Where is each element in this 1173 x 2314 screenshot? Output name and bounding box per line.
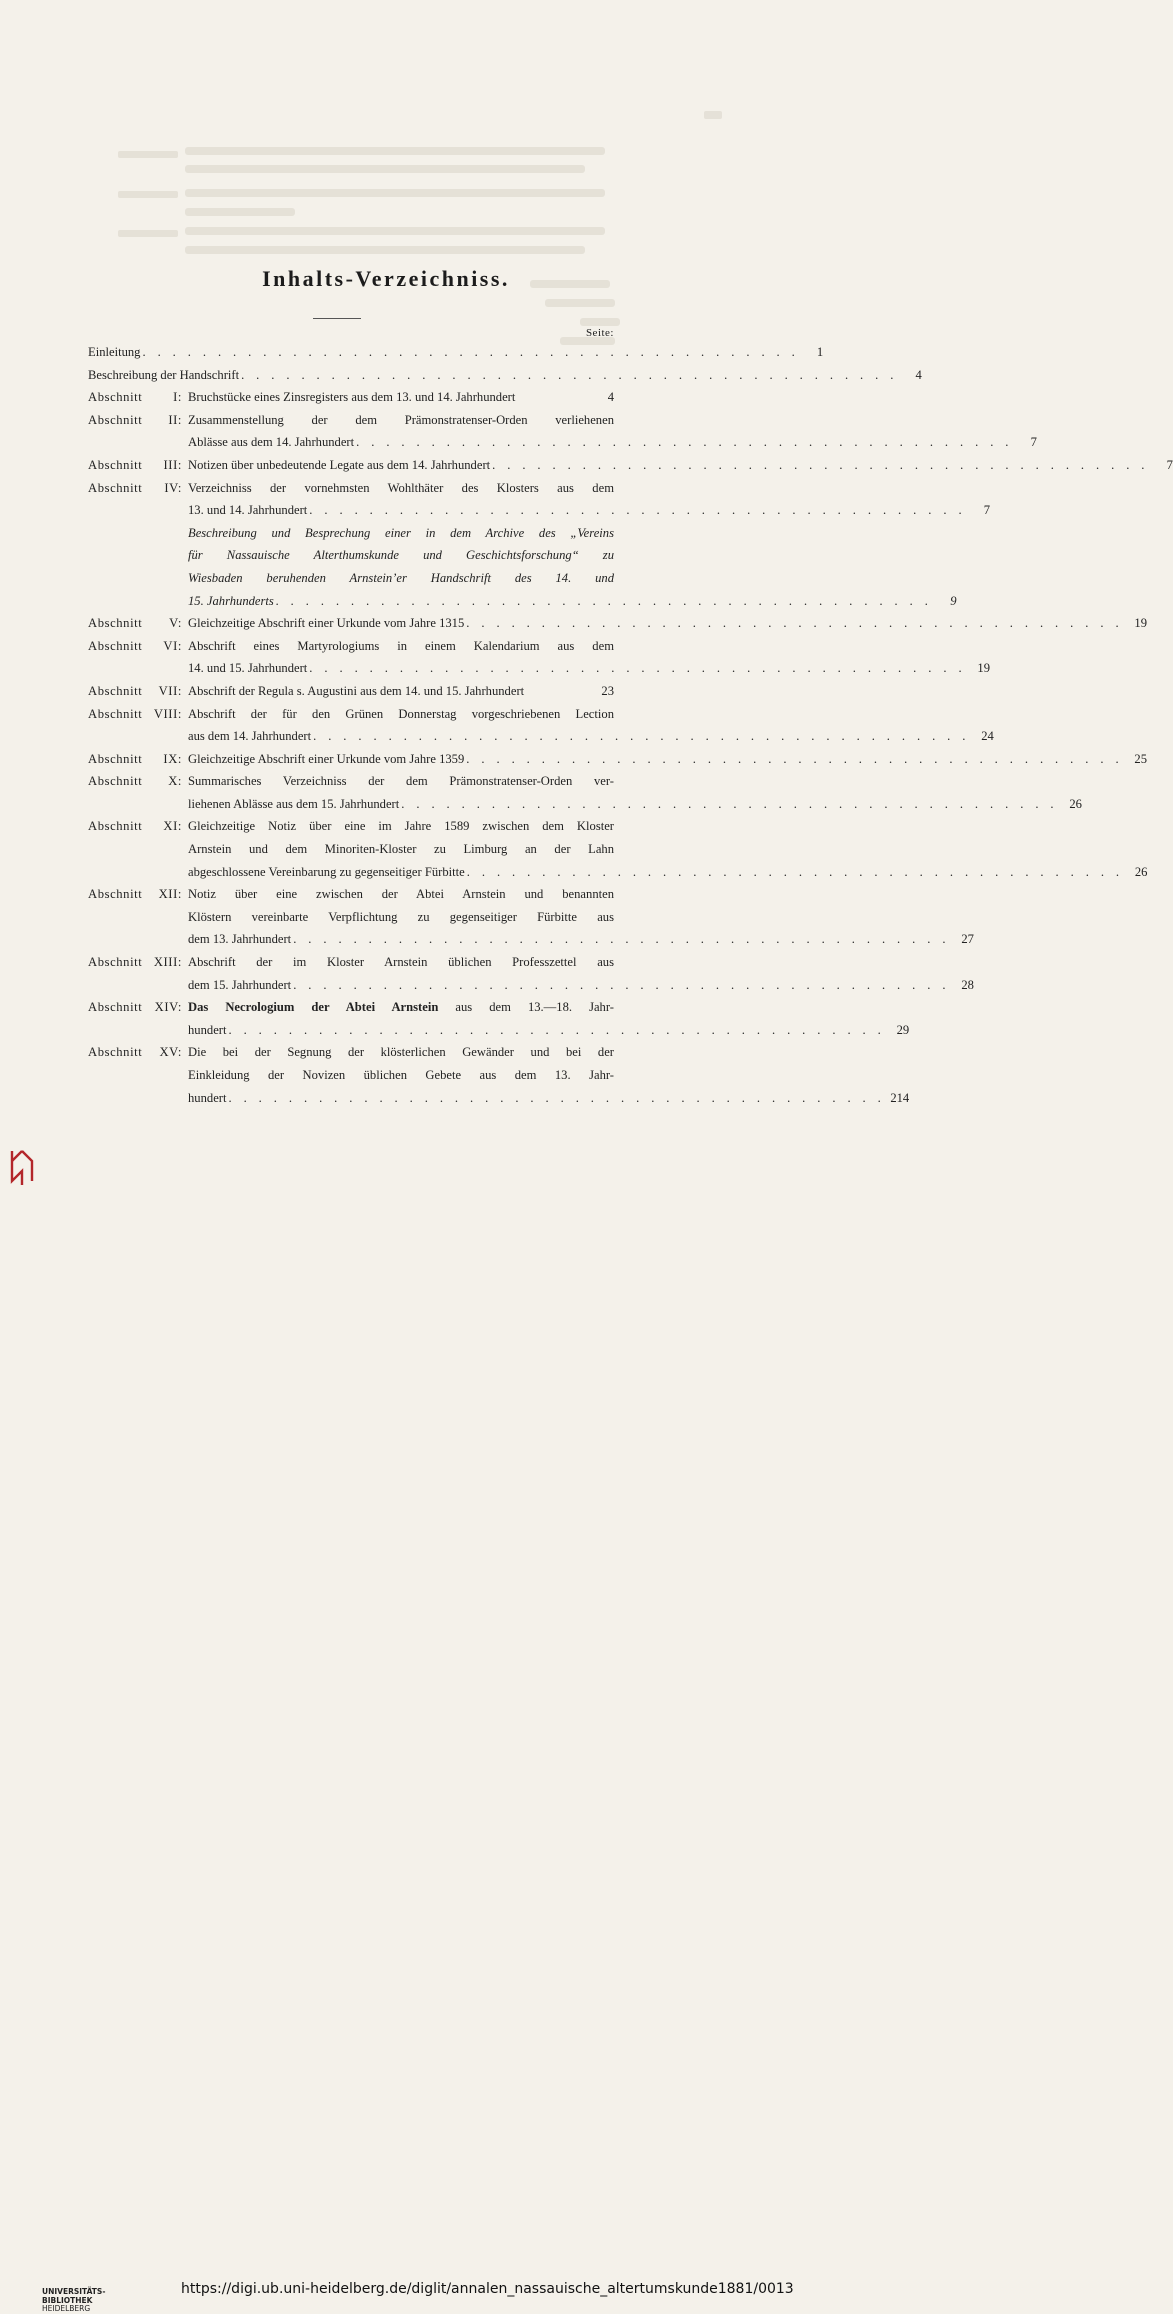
toc-line: [188, 612, 1147, 635]
toc-entry: [88, 770, 1082, 815]
toc-entry-body: [188, 522, 957, 612]
toc-page-number: 26: [1134, 864, 1148, 879]
page-title: Inhalts-Verzeichniss.: [262, 266, 510, 291]
toc-entry-body: [188, 996, 910, 1041]
toc-section-label: [88, 522, 188, 612]
toc-entry: [88, 680, 614, 703]
section-word: Abschnitt: [88, 819, 143, 834]
section-number: VII:: [158, 683, 182, 698]
toc-line: [188, 409, 614, 432]
toc-entry: [88, 815, 1148, 883]
toc-entry-body: [188, 409, 1037, 454]
toc-entry: [88, 748, 1147, 771]
toc-entry-text: 13. und 14. Jahrhundert: [188, 503, 308, 518]
toc-entry-body: [188, 386, 614, 409]
toc-page-number: 214: [890, 1090, 910, 1105]
page-column-heading: Seite:: [585, 327, 614, 339]
toc-entry-body: [188, 951, 974, 996]
toc-entry-text: 15. Jahrhunderts: [188, 593, 274, 608]
toc-line: [188, 657, 990, 680]
toc-section-label: [88, 703, 188, 748]
toc-section-label: [88, 951, 188, 996]
toc-entry-text: Notiz über eine zwischen der Abtei Arnstein und benannten: [188, 887, 614, 902]
toc-line: [188, 522, 614, 545]
toc-entry: [88, 1041, 910, 1109]
leader-dots: . . . . . . . . . . . . . . . . . . . . . . . . . . . . . . . . . . . . . . . . . . . .: [228, 1022, 886, 1037]
toc-entry-text: hundert: [188, 1022, 227, 1037]
toc-entry-text: Abschrift eines Martyrologiums in einem Kalendarium aus dem: [188, 638, 614, 653]
toc-entry: [88, 883, 974, 951]
toc-entry-text: Arnstein und dem Minoriten-Kloster zu Limburg an der Lahn: [188, 842, 614, 857]
toc-page-number: 9: [950, 593, 957, 608]
section-number: IV:: [164, 480, 182, 495]
toc-entry: [88, 522, 957, 612]
toc-line: [188, 680, 614, 703]
section-number: II:: [168, 412, 182, 427]
toc-line: [188, 883, 614, 906]
toc-entry: [88, 364, 922, 387]
table-of-contents: [88, 341, 1173, 1109]
toc-page-number: 7: [983, 503, 990, 518]
toc-section-label: [88, 996, 188, 1041]
leader-dots: . . . . . . . . . . . . . . . . . . . . . . . . . . . . . . . . . . . . . . . . . . . .: [241, 367, 898, 382]
section-word: Abschnitt: [88, 390, 143, 405]
toc-line: [188, 590, 957, 613]
toc-entry-text: dem 15. Jahrhundert: [188, 977, 292, 992]
library-name: [42, 2288, 105, 2314]
toc-line: [188, 431, 1037, 454]
toc-line: [188, 635, 614, 658]
leader-dots: . . . . . . . . . . . . . . . . . . . . . . . . . . . . . . . . . . . . . . . . . . . .: [228, 1090, 886, 1105]
toc-line: [88, 364, 922, 387]
library-line-1: UNIVERSITÄTS-: [42, 2287, 106, 2296]
toc-line: [88, 341, 824, 364]
toc-entry-body: [188, 635, 990, 680]
toc-entry-body: [188, 454, 1173, 477]
section-word: Abschnitt: [88, 1045, 143, 1060]
toc-line: [188, 748, 1147, 771]
toc-line: [188, 1019, 910, 1042]
toc-page-number: 28: [961, 977, 974, 992]
toc-page-number: 1: [816, 345, 824, 359]
leader-dots: . . . . . . . . . . . . . . . . . . . . . . . . . . . . . . . . . . . . . . . . . . . .: [466, 616, 1123, 631]
toc-entry-text: Abschrift der für den Grünen Donnerstag vorgeschriebenen Lection: [188, 706, 614, 721]
section-word: Abschnitt: [88, 706, 143, 721]
toc-entry-text: Abschrift der Regula s. Augustini aus dem 14. und 15. Jahrhundert: [188, 683, 525, 698]
leader-dots: . . . . . . . . . . . . . . . . . . . . . . . . . . . . . . . . . . . . . . . . . . . .: [293, 977, 950, 992]
toc-section-label: [88, 635, 188, 680]
toc-section-label: [88, 770, 188, 815]
title-rule: [313, 318, 361, 319]
toc-entry-body: [188, 680, 614, 703]
toc-line: [188, 477, 614, 500]
leader-dots: . . . . . . . . . . . . . . . . . . . . . . . . . . . . . . . . . . . . . . . . . . . .: [466, 864, 1124, 879]
toc-entry: [88, 341, 824, 364]
toc-page-number: 7: [1030, 435, 1037, 450]
section-number: XIV:: [154, 1000, 182, 1015]
toc-line: [188, 838, 614, 861]
toc-entry-text: Einkleidung der Novizen üblichen Gebete aus dem 13. Jahr-: [188, 1068, 614, 1082]
toc-entry-bold-title: Das Necrologium der Abtei Arnstein: [188, 1000, 439, 1015]
library-line-3: HEIDELBERG: [42, 2304, 91, 2313]
toc-page-number: 4: [607, 390, 614, 405]
section-number: XIII:: [153, 955, 182, 970]
toc-entry: [88, 386, 614, 409]
toc-entry-title: Einleitung: [88, 345, 141, 359]
toc-section-label: [88, 409, 188, 454]
section-word: Abschnitt: [88, 412, 143, 427]
toc-entry-text: Ablässe aus dem 14. Jahrhundert: [188, 435, 355, 450]
section-number: I:: [173, 390, 182, 405]
toc-entry-body: [188, 703, 994, 748]
section-word: Abschnitt: [88, 683, 143, 698]
toc-entry-text: Bruchstücke eines Zinsregisters aus dem 13. und 14. Jahrhundert: [188, 390, 516, 405]
toc-entry-text: Beschreibung und Besprechung einer in dem Archive des „Vereins: [188, 525, 614, 540]
section-number: XII:: [158, 887, 182, 902]
toc-section-label: [88, 454, 188, 477]
toc-entry-text: Summarisches Verzeichniss der dem Prämonstratenser-Orden ver-: [188, 774, 614, 789]
toc-entry-text: Gleichzeitige Notiz über eine im Jahre 1589 zwischen dem Kloster: [188, 819, 614, 834]
section-number: V:: [169, 616, 182, 631]
toc-entry-text: Notizen über unbedeutende Legate aus dem 14. Jahrhundert: [188, 457, 491, 472]
toc-line: [188, 928, 974, 951]
section-word: Abschnitt: [88, 480, 143, 495]
toc-line: [188, 386, 614, 409]
toc-entry-text: Verzeichniss der vornehmsten Wohlthäter des Klosters aus dem: [188, 480, 614, 495]
leader-dots: . . . . . . . . . . . . . . . . . . . . . . . . . . . . . . . . . . . . . . . . . . . .: [401, 796, 1058, 811]
toc-entry-text: Wiesbaden beruhenden Arnstein’er Handschrift des 14. und: [188, 570, 614, 585]
section-number: III:: [163, 457, 182, 472]
toc-entry-body: [188, 477, 990, 522]
section-number: VI:: [163, 638, 182, 653]
toc-page-number: 24: [981, 729, 994, 744]
leader-dots: . . . . . . . . . . . . . . . . . . . . . . . . . . . . . . . . . . . . . . . . . . . .: [492, 457, 1149, 472]
leader-dots: [524, 680, 590, 703]
toc-line: [188, 703, 614, 726]
leader-dots: . . . . . . . . . . . . . . . . . . . . . . . . . . . . . . . . . . . . . . . . . . . .: [466, 751, 1123, 766]
toc-entry-text: aus dem 14. Jahrhundert: [188, 729, 312, 744]
toc-entry-body: [188, 770, 1082, 815]
section-number: XV:: [159, 1045, 182, 1060]
toc-line: [188, 1041, 614, 1064]
toc-line: [188, 815, 614, 838]
toc-entry-body: [188, 1041, 910, 1109]
library-line-2: BIBLIOTHEK: [42, 2295, 93, 2305]
toc-page-number: 29: [896, 1022, 910, 1037]
toc-line: [188, 725, 994, 748]
toc-entry: [88, 951, 974, 996]
section-word: Abschnitt: [88, 887, 143, 902]
toc-section-label: [88, 680, 188, 703]
toc-line: [188, 906, 614, 929]
toc-section-label: [88, 386, 188, 409]
university-library-logo-icon: [8, 1147, 38, 1187]
toc-entry-text: liehenen Ablässe aus dem 15. Jahrhundert: [188, 796, 400, 811]
toc-line: [188, 454, 1173, 477]
leader-dots: . . . . . . . . . . . . . . . . . . . . . . . . . . . . . . . . . . . . . . . . . . . .: [309, 503, 966, 518]
leader-dots: [515, 386, 590, 409]
section-word: Abschnitt: [88, 616, 143, 631]
section-word: Abschnitt: [88, 1000, 143, 1015]
toc-line: [188, 567, 614, 590]
toc-line: [188, 544, 614, 567]
toc-page-number: 4: [915, 367, 922, 382]
toc-entry-text: Abschrift der im Kloster Arnstein üblichen Professzettel aus: [188, 955, 614, 970]
leader-dots: . . . . . . . . . . . . . . . . . . . . . . . . . . . . . . . . . . . . . . . . . . . .: [309, 661, 966, 676]
toc-entry-body: [188, 612, 1147, 635]
section-word: Abschnitt: [88, 638, 143, 653]
leader-dots: . . . . . . . . . . . . . . . . . . . . . . . . . . . . . . . . . . . . . . . . . . . .: [356, 435, 1013, 450]
toc-entry: [88, 996, 910, 1041]
toc-entry-title: Beschreibung der Handschrift: [88, 367, 240, 382]
toc-entry-text: für Nassauische Alterthumskunde und Geschichtsforschung“ zu: [188, 548, 614, 563]
section-word: Abschnitt: [88, 774, 143, 789]
footer: [0, 1135, 794, 2313]
toc-entry-text: dem 13. Jahrhundert: [188, 932, 292, 947]
section-word: Abschnitt: [88, 457, 143, 472]
toc-section-label: [88, 883, 188, 951]
toc-entry: [88, 703, 994, 748]
toc-entry-body: [188, 883, 974, 951]
toc-entry-text: Gleichzeitige Abschrift einer Urkunde vom Jahre 1359: [188, 751, 465, 766]
toc-section-label: [88, 612, 188, 635]
toc-line: [188, 793, 1082, 816]
leader-dots: . . . . . . . . . . . . . . . . . . . . . . . . . . . . . . . . . . . . . . . . . . . .: [142, 345, 800, 359]
toc-page-number: 25: [1134, 751, 1147, 766]
toc-entry-body: [188, 815, 1148, 883]
toc-section-label: [88, 477, 188, 522]
toc-entry-text: abgeschlossene Vereinbarung zu gegenseitiger Fürbitte: [188, 864, 465, 879]
toc-entry-body: [188, 748, 1147, 771]
section-word: Abschnitt: [88, 751, 143, 766]
toc-line: [188, 770, 614, 793]
toc-line: [188, 996, 614, 1019]
toc-entry: [88, 454, 1173, 477]
toc-section-label: [88, 815, 188, 883]
toc-entry-text: 14. und 15. Jahrhundert: [188, 661, 308, 676]
toc-entry: [88, 409, 1037, 454]
toc-entry: [88, 635, 990, 680]
leader-dots: . . . . . . . . . . . . . . . . . . . . . . . . . . . . . . . . . . . . . . . . . . . .: [293, 932, 950, 947]
toc-line: [188, 1087, 910, 1110]
toc-section-label: [88, 1041, 188, 1109]
toc-line: [188, 1064, 614, 1087]
toc-entry-text: hundert: [188, 1090, 227, 1105]
toc-page-number: 7: [1166, 457, 1173, 472]
section-number: XI:: [163, 819, 182, 834]
section-number: VIII:: [153, 706, 182, 721]
source-url-link[interactable]: https://digi.ub.uni-heidelberg.de/diglit/annalen_nassauische_altertumskunde1881/0013: [181, 2281, 794, 2297]
section-number: X:: [168, 774, 182, 789]
section-number: IX:: [163, 751, 182, 766]
leader-dots: . . . . . . . . . . . . . . . . . . . . . . . . . . . . . . . . . . . . . . . . . . . .: [275, 593, 933, 608]
toc-line: [188, 951, 614, 974]
leader-dots: . . . . . . . . . . . . . . . . . . . . . . . . . . . . . . . . . . . . . . . . . . . .: [313, 729, 970, 744]
toc-line: [188, 974, 974, 997]
toc-entry-text: Zusammenstellung der dem Prämonstratenser-Orden verliehenen: [188, 412, 614, 427]
toc-page-number: 27: [961, 932, 974, 947]
toc-line: [188, 499, 990, 522]
toc-entry-text: Die bei der Segnung der klösterlichen Gewänder und bei der: [188, 1045, 614, 1060]
toc-page-number: 26: [1069, 796, 1082, 811]
toc-line: [188, 861, 1148, 884]
toc-entry-text: Klöstern vereinbarte Verpflichtung zu gegenseitiger Fürbitte aus: [188, 909, 614, 924]
toc-entry: [88, 612, 1147, 635]
toc-page-number: 19: [977, 661, 990, 676]
toc-entry-text: Gleichzeitige Abschrift einer Urkunde vom Jahre 1315: [188, 616, 465, 631]
section-word: Abschnitt: [88, 955, 143, 970]
toc-section-label: [88, 748, 188, 771]
toc-entry: [88, 477, 990, 522]
toc-page-number: 19: [1134, 616, 1147, 631]
toc-entry-text: aus dem 13.—18. Jahr-: [438, 1000, 614, 1015]
toc-page-number: 23: [601, 683, 614, 698]
